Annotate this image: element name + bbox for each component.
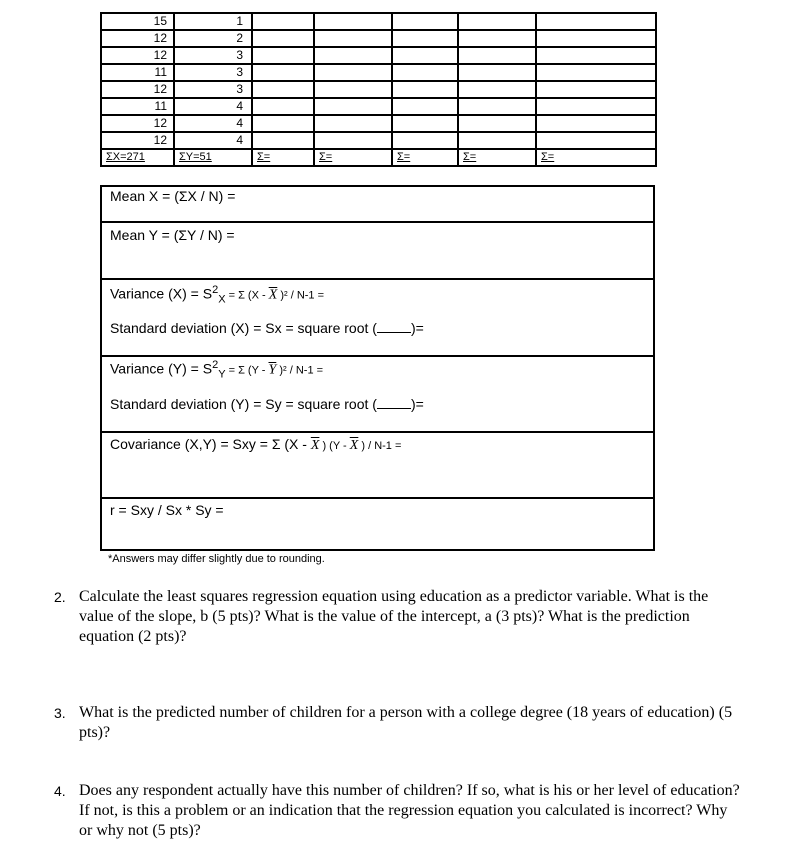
variance-y-formula: Variance $(Y) = S^2_Y = \Sigma$ ($Y - \overline{Y}$ )² / N-1 = <box>110 359 324 381</box>
mean-x-block <box>100 185 655 223</box>
empty-cell[interactable] <box>536 13 656 30</box>
empty-cell[interactable] <box>392 64 458 81</box>
empty-cell[interactable] <box>536 98 656 115</box>
sd-x-blank[interactable] <box>377 320 411 333</box>
sum-label: Σ= <box>541 151 555 163</box>
empty-cell[interactable] <box>314 81 392 98</box>
cell-x: 12 <box>101 132 174 149</box>
question-number: 4. <box>54 783 66 799</box>
variance-y-block <box>100 357 655 433</box>
empty-cell[interactable] <box>536 81 656 98</box>
empty-cell[interactable] <box>458 64 536 81</box>
empty-cell[interactable] <box>314 30 392 47</box>
cell-y: 3 <box>174 64 252 81</box>
cell-x: 12 <box>101 81 174 98</box>
mean-x-formula: Mean X = (ΣX / N) = <box>110 188 236 204</box>
question-text: Does any respondent actually have this number of children? If so, what is his or her level of education? If not, is this a problem or an indication that the regression equation you calculated is incorrect? Why or why not (5 pts)? <box>79 782 740 839</box>
sum-label: Σ= <box>319 151 333 163</box>
r-block <box>100 499 655 551</box>
variance-x-block <box>100 280 655 357</box>
empty-cell[interactable] <box>458 115 536 132</box>
question-text: Calculate the least squares regression equation using education as a predictor variable. What is the value of the slope, b (5 pts)? What is the value of the intercept, a (3 pts)? What is the prediction equation (2 pts)? <box>79 588 709 645</box>
cell-y: 1 <box>174 13 252 30</box>
empty-cell[interactable] <box>458 132 536 149</box>
empty-cell[interactable] <box>252 47 314 64</box>
empty-cell[interactable] <box>252 98 314 115</box>
question-3 <box>54 703 744 743</box>
empty-cell[interactable] <box>252 132 314 149</box>
empty-cell[interactable] <box>392 81 458 98</box>
sd-x-formula: Standard deviation (X) = Sx = square root ( )= <box>110 320 424 336</box>
sum-cell[interactable] <box>252 149 314 166</box>
empty-cell[interactable] <box>252 64 314 81</box>
empty-cell[interactable] <box>314 98 392 115</box>
mean-y-formula: Mean Y = (ΣY / N) = <box>110 227 235 243</box>
empty-cell[interactable] <box>392 115 458 132</box>
sum-label: Σ= <box>463 151 477 163</box>
empty-cell[interactable] <box>536 64 656 81</box>
sum-cell <box>174 149 252 166</box>
variance-x-formula: Variance $(X) = S^2_X = \Sigma$ ($X - \overline{X}$ )² / N-1 = <box>110 284 325 306</box>
empty-cell[interactable] <box>458 13 536 30</box>
empty-cell[interactable] <box>536 47 656 64</box>
rounding-note: *Answers may differ slightly due to rounding. <box>108 553 325 565</box>
cell-y: 4 <box>174 132 252 149</box>
table-row <box>101 30 656 47</box>
question-number: 3. <box>54 705 66 721</box>
sum-cell <box>101 149 174 166</box>
question-text: What is the predicted number of children for a person with a college degree (18 years of education) (5 pts)? <box>79 704 733 741</box>
sum-cell[interactable] <box>536 149 656 166</box>
sum-cell[interactable] <box>314 149 392 166</box>
empty-cell[interactable] <box>392 132 458 149</box>
sum-label: ΣY=51 <box>179 151 212 163</box>
empty-cell[interactable] <box>314 64 392 81</box>
empty-cell[interactable] <box>252 30 314 47</box>
cell-x: 12 <box>101 47 174 64</box>
table-row <box>101 81 656 98</box>
empty-cell[interactable] <box>314 13 392 30</box>
table-row <box>101 13 656 30</box>
covariance-block <box>100 433 655 499</box>
r-formula: r = Sxy / Sx * Sy = <box>110 502 224 518</box>
cell-y: 3 <box>174 47 252 64</box>
sum-cell[interactable] <box>392 149 458 166</box>
mean-y-block <box>100 223 655 280</box>
empty-cell[interactable] <box>458 98 536 115</box>
sd-y-blank[interactable] <box>377 396 411 409</box>
cell-y: 3 <box>174 81 252 98</box>
sum-row <box>101 149 656 166</box>
empty-cell[interactable] <box>536 30 656 47</box>
question-2 <box>54 587 744 647</box>
cell-x: 11 <box>101 64 174 81</box>
cell-y: 4 <box>174 115 252 132</box>
empty-cell[interactable] <box>252 115 314 132</box>
table-row <box>101 47 656 64</box>
cell-x: 15 <box>101 13 174 30</box>
cell-y: 2 <box>174 30 252 47</box>
sum-label: Σ= <box>257 151 271 163</box>
empty-cell[interactable] <box>458 30 536 47</box>
cell-x: 11 <box>101 98 174 115</box>
question-number: 2. <box>54 589 66 605</box>
empty-cell[interactable] <box>392 98 458 115</box>
empty-cell[interactable] <box>458 81 536 98</box>
empty-cell[interactable] <box>314 115 392 132</box>
table-row <box>101 64 656 81</box>
cell-x: 12 <box>101 30 174 47</box>
empty-cell[interactable] <box>314 132 392 149</box>
empty-cell[interactable] <box>536 115 656 132</box>
cell-x: 12 <box>101 115 174 132</box>
table-row <box>101 98 656 115</box>
cell-y: 4 <box>174 98 252 115</box>
empty-cell[interactable] <box>392 30 458 47</box>
covariance-formula: Covariance (X,Y) = Sxy = Σ ($X - \overline{X}$ ) ($Y - \overline{X}$ ) / N-1 = <box>110 436 402 453</box>
sd-y-formula: Standard deviation (Y) = Sy = square root ( )= <box>110 396 424 412</box>
table-row <box>101 132 656 149</box>
sum-label: ΣX=271 <box>106 151 145 163</box>
table-row <box>101 115 656 132</box>
empty-cell[interactable] <box>314 47 392 64</box>
empty-cell[interactable] <box>252 13 314 30</box>
empty-cell[interactable] <box>252 81 314 98</box>
question-4 <box>54 781 744 841</box>
empty-cell[interactable] <box>458 47 536 64</box>
sum-cell[interactable] <box>458 149 536 166</box>
data-table <box>100 12 657 167</box>
empty-cell[interactable] <box>392 47 458 64</box>
table-body <box>101 13 656 166</box>
empty-cell[interactable] <box>392 13 458 30</box>
sum-label: Σ= <box>397 151 411 163</box>
empty-cell[interactable] <box>536 132 656 149</box>
